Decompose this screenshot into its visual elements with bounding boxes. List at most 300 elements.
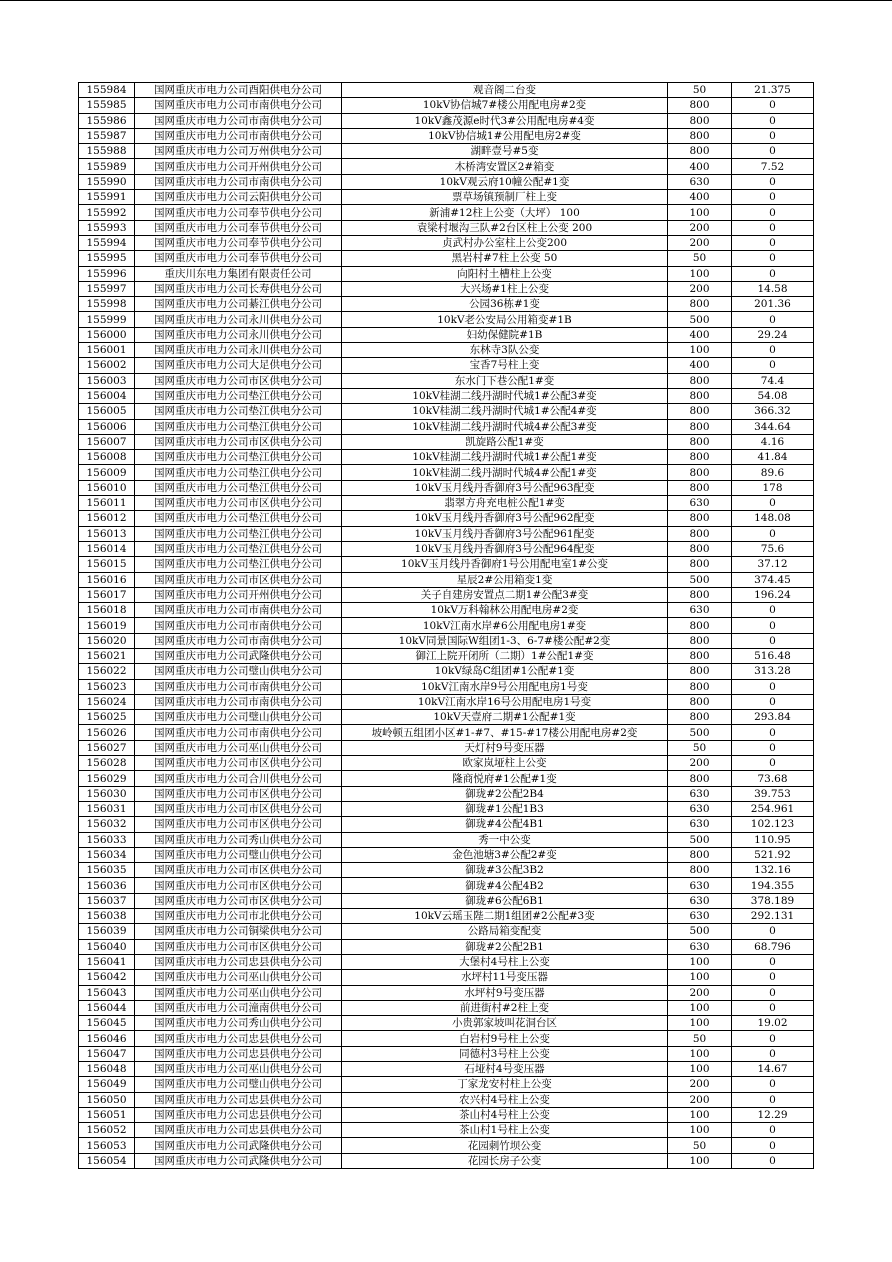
transformer-name-cell: 10kV鑫茂源e时代3#公用配电房#4变 (342, 113, 668, 128)
record-id-cell: 156005 (79, 404, 135, 419)
table-row (79, 465, 814, 480)
transformer-name-cell: 前进街村#2柱上变 (342, 1000, 668, 1015)
record-id-cell: 156029 (79, 771, 135, 786)
company-cell: 重庆川东电力集团有限责任公司 (135, 266, 342, 281)
transformer-name-cell: 湖畔壹号#5变 (342, 144, 668, 159)
load-value-cell: 0 (732, 496, 814, 511)
table-row (79, 909, 814, 924)
transformer-name-cell: 10kV协信城1#公用配电房2#变 (342, 128, 668, 143)
capacity-cell: 800 (668, 771, 732, 786)
capacity-cell: 200 (668, 1077, 732, 1092)
transformer-name-cell: 御江上院开闭所（二期）1#公配1#变 (342, 648, 668, 663)
record-id-cell: 156037 (79, 893, 135, 908)
transformer-name-cell: 10kV万科翰林公用配电房#2变 (342, 603, 668, 618)
table-row (79, 893, 814, 908)
transformer-name-cell: 星辰2#公用箱变1变 (342, 572, 668, 587)
record-id-cell: 156020 (79, 633, 135, 648)
company-cell: 国网重庆市电力公司市区供电分公司 (135, 817, 342, 832)
company-cell: 国网重庆市电力公司市区供电分公司 (135, 373, 342, 388)
load-value-cell: 0 (732, 1138, 814, 1153)
record-id-cell: 156053 (79, 1138, 135, 1153)
capacity-cell: 100 (668, 1123, 732, 1138)
transformer-name-cell: 花园刺竹坝公变 (342, 1138, 668, 1153)
load-value-cell: 68.796 (732, 939, 814, 954)
table-row (79, 557, 814, 572)
capacity-cell: 50 (668, 251, 732, 266)
table-row (79, 404, 814, 419)
table-row (79, 388, 814, 403)
table-row (79, 1138, 814, 1153)
company-cell: 国网重庆市电力公司市区供电分公司 (135, 893, 342, 908)
load-value-cell: 12.29 (732, 1107, 814, 1122)
record-id-cell: 156000 (79, 327, 135, 342)
load-value-cell: 0 (732, 251, 814, 266)
transformer-name-cell: 10kV老公安局公用箱变#1B (342, 312, 668, 327)
capacity-cell: 630 (668, 496, 732, 511)
capacity-cell: 500 (668, 725, 732, 740)
record-id-cell: 155986 (79, 113, 135, 128)
company-cell: 国网重庆市电力公司市区供电分公司 (135, 863, 342, 878)
table-row (79, 235, 814, 250)
record-id-cell: 156011 (79, 496, 135, 511)
company-cell: 国网重庆市电力公司武隆供电分公司 (135, 1138, 342, 1153)
capacity-cell: 800 (668, 419, 732, 434)
company-cell: 国网重庆市电力公司酉阳供电分公司 (135, 83, 342, 98)
capacity-cell: 400 (668, 190, 732, 205)
company-cell: 国网重庆市电力公司垫江供电分公司 (135, 541, 342, 556)
transformer-name-cell: 10kV云瑶玉陛二期1组团#2公配#3变 (342, 909, 668, 924)
table-row (79, 664, 814, 679)
load-value-cell: 0 (732, 205, 814, 220)
capacity-cell: 800 (668, 526, 732, 541)
table-row (79, 312, 814, 327)
capacity-cell: 200 (668, 756, 732, 771)
record-id-cell: 155984 (79, 83, 135, 98)
record-id-cell: 156002 (79, 358, 135, 373)
transformer-name-cell: 观音阁二台变 (342, 83, 668, 98)
capacity-cell: 800 (668, 633, 732, 648)
capacity-cell: 630 (668, 603, 732, 618)
record-id-cell: 156049 (79, 1077, 135, 1092)
table-row (79, 832, 814, 847)
capacity-cell: 400 (668, 327, 732, 342)
capacity-cell: 800 (668, 98, 732, 113)
company-cell: 国网重庆市电力公司璧山供电分公司 (135, 710, 342, 725)
capacity-cell: 100 (668, 1016, 732, 1031)
capacity-cell: 400 (668, 358, 732, 373)
record-id-cell: 156015 (79, 557, 135, 572)
record-id-cell: 156022 (79, 664, 135, 679)
table-row (79, 480, 814, 495)
load-value-cell: 0 (732, 526, 814, 541)
record-id-cell: 156042 (79, 970, 135, 985)
load-value-cell: 132.16 (732, 863, 814, 878)
record-id-cell: 156017 (79, 587, 135, 602)
record-id-cell: 156038 (79, 909, 135, 924)
record-id-cell: 156010 (79, 480, 135, 495)
record-id-cell: 156046 (79, 1031, 135, 1046)
table-row (79, 281, 814, 296)
company-cell: 国网重庆市电力公司市区供电分公司 (135, 939, 342, 954)
table-row (79, 694, 814, 709)
capacity-cell: 630 (668, 786, 732, 801)
table-row (79, 1000, 814, 1015)
record-id-cell: 155995 (79, 251, 135, 266)
company-cell: 国网重庆市电力公司市区供电分公司 (135, 801, 342, 816)
capacity-cell: 500 (668, 572, 732, 587)
table-row (79, 1107, 814, 1122)
capacity-cell: 400 (668, 159, 732, 174)
transformer-name-cell: 10kV桂湖二线丹湖时代城1#公配4#变 (342, 404, 668, 419)
capacity-cell: 800 (668, 373, 732, 388)
capacity-cell: 800 (668, 710, 732, 725)
capacity-cell: 500 (668, 832, 732, 847)
table-row (79, 526, 814, 541)
transformer-name-cell: 宝香7号柱上变 (342, 358, 668, 373)
transformer-name-cell: 茶山村4号柱上公变 (342, 1107, 668, 1122)
company-cell: 国网重庆市电力公司奉节供电分公司 (135, 220, 342, 235)
transformer-name-cell: 石垭村4号变压器 (342, 1062, 668, 1077)
capacity-cell: 800 (668, 648, 732, 663)
record-id-cell: 156007 (79, 434, 135, 449)
load-value-cell: 37.12 (732, 557, 814, 572)
company-cell: 国网重庆市电力公司垫江供电分公司 (135, 526, 342, 541)
table-row (79, 954, 814, 969)
load-value-cell: 0 (732, 235, 814, 250)
load-value-cell: 0 (732, 266, 814, 281)
company-cell: 国网重庆市电力公司垫江供电分公司 (135, 465, 342, 480)
capacity-cell: 800 (668, 297, 732, 312)
load-value-cell: 75.6 (732, 541, 814, 556)
record-id-cell: 156004 (79, 388, 135, 403)
table-row (79, 174, 814, 189)
transformer-name-cell: 10kV观云府10幢公配#1变 (342, 174, 668, 189)
record-id-cell: 156044 (79, 1000, 135, 1015)
transformer-name-cell: 10kV玉月线丹香御府3号公配961配变 (342, 526, 668, 541)
company-cell: 国网重庆市电力公司忠县供电分公司 (135, 954, 342, 969)
company-cell: 国网重庆市电力公司武隆供电分公司 (135, 1153, 342, 1168)
load-value-cell: 21.375 (732, 83, 814, 98)
company-cell: 国网重庆市电力公司市南供电分公司 (135, 633, 342, 648)
transformer-name-cell: 水坪村9号变压器 (342, 985, 668, 1000)
capacity-cell: 500 (668, 924, 732, 939)
table-row (79, 450, 814, 465)
record-id-cell: 156026 (79, 725, 135, 740)
load-value-cell: 0 (732, 220, 814, 235)
capacity-cell: 50 (668, 1031, 732, 1046)
capacity-cell: 630 (668, 878, 732, 893)
company-cell: 国网重庆市电力公司奉节供电分公司 (135, 205, 342, 220)
table-row (79, 985, 814, 1000)
company-cell: 国网重庆市电力公司市南供电分公司 (135, 113, 342, 128)
record-id-cell: 156014 (79, 541, 135, 556)
table-row (79, 572, 814, 587)
record-id-cell: 155985 (79, 98, 135, 113)
record-id-cell: 156023 (79, 679, 135, 694)
table-row (79, 633, 814, 648)
record-id-cell: 156045 (79, 1016, 135, 1031)
capacity-cell: 800 (668, 144, 732, 159)
table-row (79, 297, 814, 312)
load-value-cell: 0 (732, 358, 814, 373)
table-row (79, 771, 814, 786)
table-row (79, 144, 814, 159)
load-value-cell: 0 (732, 1092, 814, 1107)
record-id-cell: 155993 (79, 220, 135, 235)
load-value-cell: 0 (732, 1077, 814, 1092)
company-cell: 国网重庆市电力公司璧山供电分公司 (135, 1077, 342, 1092)
company-cell: 国网重庆市电力公司市区供电分公司 (135, 756, 342, 771)
capacity-cell: 630 (668, 939, 732, 954)
load-value-cell: 516.48 (732, 648, 814, 663)
load-value-cell: 0 (732, 113, 814, 128)
transformer-name-cell: 新浦#12柱上公变（大坪） 100 (342, 205, 668, 220)
load-value-cell: 4.16 (732, 434, 814, 449)
load-value-cell: 89.6 (732, 465, 814, 480)
table-row (79, 541, 814, 556)
table-row (79, 618, 814, 633)
transformer-name-cell: 10kV江南水岸9号公用配电房1号变 (342, 679, 668, 694)
record-id-cell: 155997 (79, 281, 135, 296)
table-row (79, 1077, 814, 1092)
transformer-name-cell: 丁家龙安村柱上公变 (342, 1077, 668, 1092)
load-value-cell: 0 (732, 603, 814, 618)
record-id-cell: 156054 (79, 1153, 135, 1168)
table-row (79, 1123, 814, 1138)
record-id-cell: 156033 (79, 832, 135, 847)
capacity-cell: 800 (668, 541, 732, 556)
company-cell: 国网重庆市电力公司潼南供电分公司 (135, 1000, 342, 1015)
transformer-name-cell: 农兴村4号柱上公变 (342, 1092, 668, 1107)
capacity-cell: 800 (668, 450, 732, 465)
company-cell: 国网重庆市电力公司巫山供电分公司 (135, 970, 342, 985)
record-id-cell: 155994 (79, 235, 135, 250)
load-value-cell: 19.02 (732, 1016, 814, 1031)
table-row (79, 648, 814, 663)
capacity-cell: 630 (668, 801, 732, 816)
table-row (79, 1046, 814, 1061)
record-id-cell: 156028 (79, 756, 135, 771)
table-row (79, 1062, 814, 1077)
company-cell: 国网重庆市电力公司市南供电分公司 (135, 128, 342, 143)
table-row (79, 220, 814, 235)
record-id-cell: 156040 (79, 939, 135, 954)
table-row (79, 205, 814, 220)
table-row (79, 1153, 814, 1168)
transformer-name-cell: 10kV绿岛C组团#1公配#1变 (342, 664, 668, 679)
load-value-cell: 0 (732, 694, 814, 709)
transformer-name-cell: 金色池塘3#公配2#变 (342, 847, 668, 862)
transformer-name-cell: 妇幼保健院#1B (342, 327, 668, 342)
load-value-cell: 366.32 (732, 404, 814, 419)
table-row (79, 1016, 814, 1031)
company-cell: 国网重庆市电力公司垫江供电分公司 (135, 388, 342, 403)
company-cell: 国网重庆市电力公司垫江供电分公司 (135, 511, 342, 526)
top-border-line (0, 0, 892, 1)
company-cell: 国网重庆市电力公司奉节供电分公司 (135, 235, 342, 250)
transformer-name-cell: 票草场镇预制厂柱上变 (342, 190, 668, 205)
company-cell: 国网重庆市电力公司市南供电分公司 (135, 98, 342, 113)
table-row (79, 373, 814, 388)
transformer-name-cell: 御珑#2公配2B1 (342, 939, 668, 954)
table-row (79, 327, 814, 342)
capacity-cell: 800 (668, 404, 732, 419)
record-id-cell: 156012 (79, 511, 135, 526)
capacity-cell: 800 (668, 557, 732, 572)
load-value-cell: 0 (732, 312, 814, 327)
company-cell: 国网重庆市电力公司巫山供电分公司 (135, 740, 342, 755)
transformer-name-cell: 御珑#3公配3B2 (342, 863, 668, 878)
record-id-cell: 155987 (79, 128, 135, 143)
company-cell: 国网重庆市电力公司市北供电分公司 (135, 909, 342, 924)
transformer-name-cell: 10kV江南水岸#6公用配电房1#变 (342, 618, 668, 633)
load-value-cell: 7.52 (732, 159, 814, 174)
transformer-name-cell: 黑岩村#7柱上公变 50 (342, 251, 668, 266)
transformer-name-cell: 御珑#2公配2B4 (342, 786, 668, 801)
capacity-cell: 200 (668, 1092, 732, 1107)
capacity-cell: 100 (668, 1153, 732, 1168)
load-value-cell: 0 (732, 128, 814, 143)
table-row (79, 587, 814, 602)
table-row (79, 159, 814, 174)
transformer-name-cell: 向阳村土槽柱上公变 (342, 266, 668, 281)
load-value-cell: 0 (732, 190, 814, 205)
table-row (79, 266, 814, 281)
transformer-name-cell: 10kV天壹府二期#1公配#1变 (342, 710, 668, 725)
company-cell: 国网重庆市电力公司武隆供电分公司 (135, 648, 342, 663)
table-row (79, 251, 814, 266)
record-id-cell: 156018 (79, 603, 135, 618)
transformer-name-cell: 关子自建房安置点二期1#公配3#变 (342, 587, 668, 602)
company-cell: 国网重庆市电力公司合川供电分公司 (135, 771, 342, 786)
load-value-cell: 196.24 (732, 587, 814, 602)
record-id-cell: 156030 (79, 786, 135, 801)
record-id-cell: 156031 (79, 801, 135, 816)
company-cell: 国网重庆市电力公司璧山供电分公司 (135, 664, 342, 679)
company-cell: 国网重庆市电力公司秀山供电分公司 (135, 832, 342, 847)
company-cell: 国网重庆市电力公司垫江供电分公司 (135, 480, 342, 495)
transformer-name-cell: 10kV玉月线丹香御府3号公配962配变 (342, 511, 668, 526)
record-id-cell: 156050 (79, 1092, 135, 1107)
table-row (79, 98, 814, 113)
transformer-name-cell: 秀一中公变 (342, 832, 668, 847)
capacity-cell: 100 (668, 1062, 732, 1077)
load-value-cell: 178 (732, 480, 814, 495)
record-id-cell: 156051 (79, 1107, 135, 1122)
transformer-name-cell: 公园36栋#1变 (342, 297, 668, 312)
load-value-cell: 0 (732, 98, 814, 113)
capacity-cell: 800 (668, 434, 732, 449)
record-id-cell: 156043 (79, 985, 135, 1000)
table-row (79, 128, 814, 143)
company-cell: 国网重庆市电力公司大足供电分公司 (135, 358, 342, 373)
record-id-cell: 156009 (79, 465, 135, 480)
capacity-cell: 50 (668, 1138, 732, 1153)
table-row (79, 511, 814, 526)
transformer-name-cell: 贞武村办公室柱上公变200 (342, 235, 668, 250)
table-row (79, 817, 814, 832)
record-id-cell: 156013 (79, 526, 135, 541)
capacity-cell: 800 (668, 847, 732, 862)
load-value-cell: 0 (732, 144, 814, 159)
record-id-cell: 156032 (79, 817, 135, 832)
capacity-cell: 100 (668, 954, 732, 969)
capacity-cell: 100 (668, 970, 732, 985)
record-id-cell: 156052 (79, 1123, 135, 1138)
load-value-cell: 378.189 (732, 893, 814, 908)
load-value-cell: 0 (732, 756, 814, 771)
company-cell: 国网重庆市电力公司忠县供电分公司 (135, 1123, 342, 1138)
record-id-cell: 156034 (79, 847, 135, 862)
capacity-cell: 800 (668, 618, 732, 633)
load-value-cell: 0 (732, 970, 814, 985)
record-id-cell: 155992 (79, 205, 135, 220)
company-cell: 国网重庆市电力公司忠县供电分公司 (135, 1046, 342, 1061)
company-cell: 国网重庆市电力公司垫江供电分公司 (135, 404, 342, 419)
transformer-name-cell: 御珑#4公配4B1 (342, 817, 668, 832)
company-cell: 国网重庆市电力公司垫江供电分公司 (135, 557, 342, 572)
load-value-cell: 521.92 (732, 847, 814, 862)
table-row (79, 970, 814, 985)
company-cell: 国网重庆市电力公司长寿供电分公司 (135, 281, 342, 296)
load-value-cell: 0 (732, 725, 814, 740)
record-id-cell: 156041 (79, 954, 135, 969)
company-cell: 国网重庆市电力公司巫山供电分公司 (135, 985, 342, 1000)
company-cell: 国网重庆市电力公司市南供电分公司 (135, 725, 342, 740)
transformer-name-cell: 坡岭顿五组团小区#1-#7、#15-#17楼公用配电房#2变 (342, 725, 668, 740)
company-cell: 国网重庆市电力公司市区供电分公司 (135, 572, 342, 587)
transformer-name-cell: 10kV桂湖二线丹湖时代城1#公配3#变 (342, 388, 668, 403)
company-cell: 国网重庆市电力公司垫江供电分公司 (135, 450, 342, 465)
company-cell: 国网重庆市电力公司忠县供电分公司 (135, 1107, 342, 1122)
transformer-name-cell: 同德村3号柱上公变 (342, 1046, 668, 1061)
company-cell: 国网重庆市电力公司秀山供电分公司 (135, 1016, 342, 1031)
load-value-cell: 254.961 (732, 801, 814, 816)
transformer-name-cell: 凯旋路公配1#变 (342, 434, 668, 449)
record-id-cell: 155999 (79, 312, 135, 327)
company-cell: 国网重庆市电力公司万州供电分公司 (135, 144, 342, 159)
transformer-name-cell: 10kV玉月线丹香御府1号公用配电室1#公变 (342, 557, 668, 572)
transformer-name-cell: 花园长房子公变 (342, 1153, 668, 1168)
load-value-cell: 41.84 (732, 450, 814, 465)
capacity-cell: 630 (668, 893, 732, 908)
table-row (79, 603, 814, 618)
capacity-cell: 800 (668, 664, 732, 679)
load-value-cell: 14.58 (732, 281, 814, 296)
capacity-cell: 630 (668, 909, 732, 924)
record-id-cell: 156006 (79, 419, 135, 434)
transformer-name-cell: 御珑#6公配6B1 (342, 893, 668, 908)
load-value-cell: 0 (732, 174, 814, 189)
capacity-cell: 800 (668, 113, 732, 128)
transformer-name-cell: 木桥湾安置区2#箱变 (342, 159, 668, 174)
table-row (79, 756, 814, 771)
capacity-cell: 800 (668, 694, 732, 709)
capacity-cell: 100 (668, 343, 732, 358)
company-cell: 国网重庆市电力公司永川供电分公司 (135, 343, 342, 358)
transformer-name-cell: 白岩村9号柱上公变 (342, 1031, 668, 1046)
load-value-cell: 0 (732, 1123, 814, 1138)
load-value-cell: 148.08 (732, 511, 814, 526)
load-value-cell: 0 (732, 618, 814, 633)
capacity-cell: 800 (668, 465, 732, 480)
record-id-cell: 156039 (79, 924, 135, 939)
load-value-cell: 0 (732, 1153, 814, 1168)
transformer-name-cell: 10kV江南水岸16号公用配电房1号变 (342, 694, 668, 709)
company-cell: 国网重庆市电力公司市南供电分公司 (135, 603, 342, 618)
company-cell: 国网重庆市电力公司永川供电分公司 (135, 327, 342, 342)
capacity-cell: 200 (668, 985, 732, 1000)
